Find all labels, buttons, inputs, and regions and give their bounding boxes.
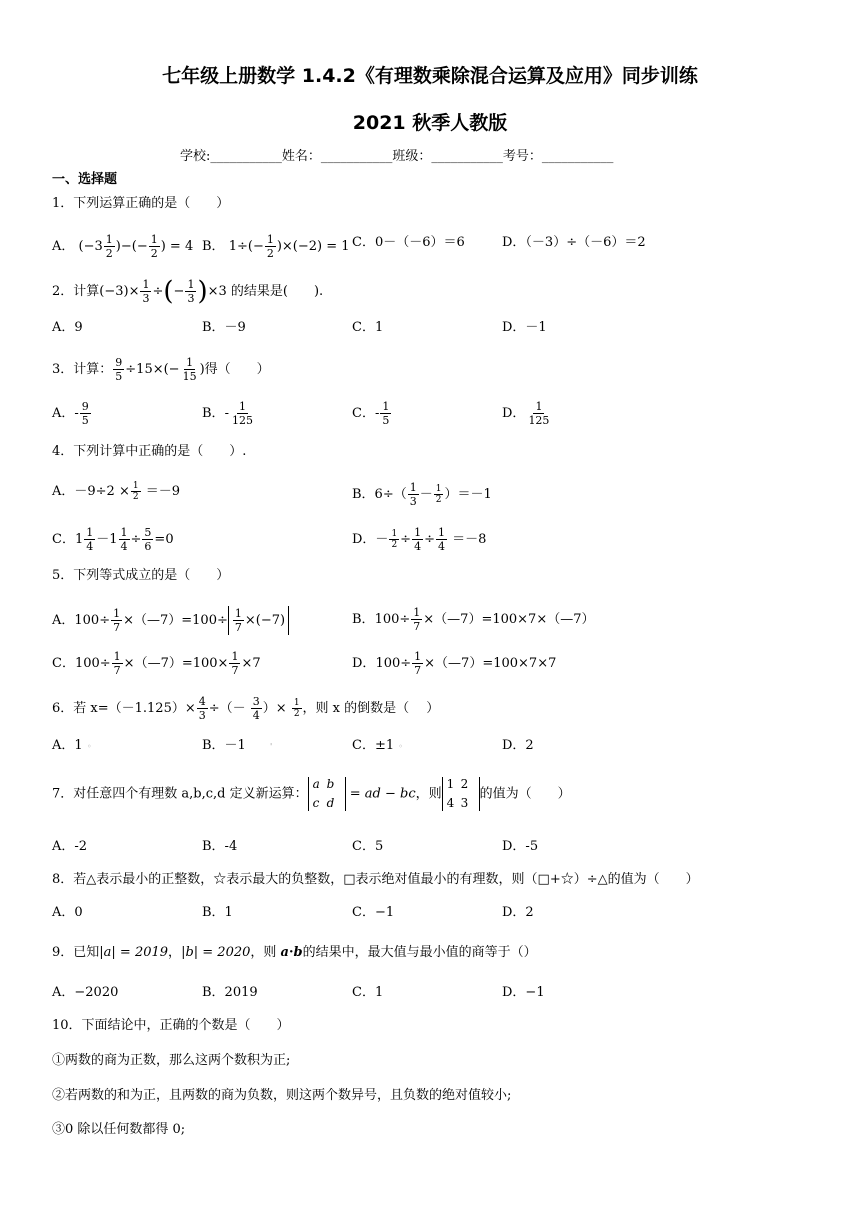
question-7-option-a: A．-2 (52, 839, 88, 854)
question-4-option-c: C．1 $\frac{1}{4}$ －1 $\frac{1}{4}$ ÷ $\frac{5}{6}$ =0 (52, 526, 174, 553)
question-9-option-d: D．−1 (502, 985, 545, 1000)
question-9-option-c: C．1 (352, 985, 384, 1000)
statement-1: ①两数的商为正数，那么这两个数积为正; (52, 1053, 291, 1068)
question-9-option-a: A．−2020 (52, 985, 119, 1000)
question-3-option-c: C．- $\frac{1}{5}$ (352, 400, 390, 427)
question-8-stem: 8．若△表示最小的正整数，☆表示最大的负整数，□表示绝对值最小的有理数，则（□+☆）÷△的值为（ ） (52, 872, 699, 887)
question-10-stem: 10．下面结论中，正确的个数是（ ） (52, 1018, 290, 1033)
stem-post: 的结果中，最大值与最小值的商等于（） (302, 945, 537, 960)
question-2-option-d: D．－1 (502, 320, 547, 335)
question-4-stem: 4．下列计算中正确的是（ ）. (52, 444, 247, 459)
question-8-option-a: A．0 (52, 905, 83, 920)
question-6-option-d: D．2 (502, 738, 534, 753)
student-info-line: 学校:___________姓名：___________班级：___________考号：___________ (180, 149, 614, 164)
question-8-option-c: C．−1 (352, 905, 395, 920)
question-7-option-d: D．-5 (502, 839, 539, 854)
question-4-option-b: B．6÷（ $\frac{1}{3}$ － $\frac{1}{2}$ ）＝－1 (352, 481, 492, 508)
question-5-option-a: A．100÷ $\frac{1}{7}$ ×（—7）=100÷ $\frac{1}{7}$ ×(−7) (52, 606, 289, 635)
statement-2: ②若两数的和为正，且两数的商为负数，则这两个数异号，且负数的绝对值较小; (52, 1088, 512, 1103)
question-7-option-c: C．5 (352, 839, 384, 854)
stem-post: 得（ ） (204, 362, 270, 377)
stem-pre: 3．计算： (52, 362, 113, 377)
option-letter: A． (52, 239, 75, 254)
question-7-option-b: B．-4 (202, 839, 238, 854)
question-8-option-b: B．1 (202, 905, 233, 920)
doc-title-line1: 七年级上册数学 1.4.2《有理数乘除混合运算及应用》同步训练 (162, 65, 698, 87)
stem-pre: 9．已知 (52, 945, 100, 960)
question-2-option-c: C．1 (352, 320, 384, 335)
question-5-stem: 5．下列等式成立的是（ ） (52, 568, 230, 583)
question-3-option-b: B．- $\frac{1}{125}$ (202, 400, 253, 427)
question-4-option-d: D．－ $\frac{1}{2}$ ÷ $\frac{1}{4}$ ÷ $\frac{1}{4}$ ＝－8 (352, 526, 487, 553)
question-9-option-b: B．2019 (202, 985, 258, 1000)
stem-pre: 2．计算(−3)× (52, 284, 140, 299)
question-8-option-d: D．2 (502, 905, 534, 920)
question-6-option-a: A．1 ◦ (52, 738, 92, 753)
question-1-stem: 1．下列运算正确的是（ ） (52, 196, 230, 211)
question-3-stem: 3．计算： $\frac{9}{5}$ ÷15×(− $\frac{1}{15}$ )得（ ） (52, 356, 270, 383)
question-1-option-a (52, 233, 193, 260)
stem-post: 的值为（ ） (479, 786, 571, 802)
question-9-stem: 9．已知|a| = 2019，|b| = 2020，则 a·b的结果中，最大值与最小值的商等于（） (52, 945, 537, 960)
statement-3: ③0 除以任何数都得 0; (52, 1122, 186, 1137)
question-2-option-b: B．－9 (202, 320, 246, 335)
question-6-option-b: B．－1 ' (202, 738, 273, 753)
question-6-stem: 6．若 x=（－1.125）× $\frac{4}{3}$ ÷（－ $\frac{3}{4}$ ）× $\frac{1}{2}$ ，则 x 的倒数是（ ） (52, 695, 440, 722)
question-3-option-a: A．- $\frac{9}{5}$ (52, 400, 89, 427)
question-2-option-a: A．9 (52, 320, 83, 335)
question-5-option-c: C．100÷ $\frac{1}{7}$ ×（—7）=100× $\frac{1}{7}$ ×7 (52, 650, 261, 677)
stem-pre: 6．若 x=（－1.125）× (52, 701, 196, 716)
question-1-option-b (202, 233, 350, 260)
stem-post: ，则 x 的倒数是（ ） (302, 701, 440, 716)
question-5-option-d: D．100÷ $\frac{1}{7}$ ×（—7）=100×7×7 (352, 650, 557, 677)
question-3-option-d: D． $\frac{1}{125}$ (502, 400, 550, 427)
question-4-option-a: A．－9÷2 × $\frac{1}{2}$ ＝－9 (52, 481, 180, 502)
question-1-option-c: C．0－（－6）＝6 (352, 235, 465, 250)
option-letter: B． (202, 239, 225, 254)
question-1-option-d: D．（－3）÷（－6）＝2 (502, 235, 646, 250)
question-5-option-b: B．100÷ $\frac{1}{7}$ ×（—7）=100×7×（—7） (352, 606, 595, 633)
stem-pre: 7．对任意四个有理数 a,b,c,d 定义新运算： (52, 786, 308, 802)
section-heading: 一、选择题 (52, 172, 118, 187)
option-math: (−3 $\frac{1}{2}$ )−(− $\frac{1}{2}$ ) = 4 (78, 233, 194, 260)
question-7-stem: 7．对任意四个有理数 a,b,c,d 定义新运算： a b c d = ad − bc，则 1 2 4 3 的值为（ ） (52, 777, 571, 810)
stem-post: ×3 的结果是( ). (207, 284, 324, 299)
question-6-option-c: C．±1 ◦ (352, 738, 403, 753)
doc-title-line2: 2021 秋季人教版 (352, 112, 508, 134)
option-math: 1÷(− $\frac{1}{2}$ )×(−2) = 1 (228, 233, 350, 260)
question-2-stem: 2．计算(−3)× $\frac{1}{3}$ ÷(− $\frac{1}{3}$ )×3 的结果是( ). (52, 276, 324, 307)
